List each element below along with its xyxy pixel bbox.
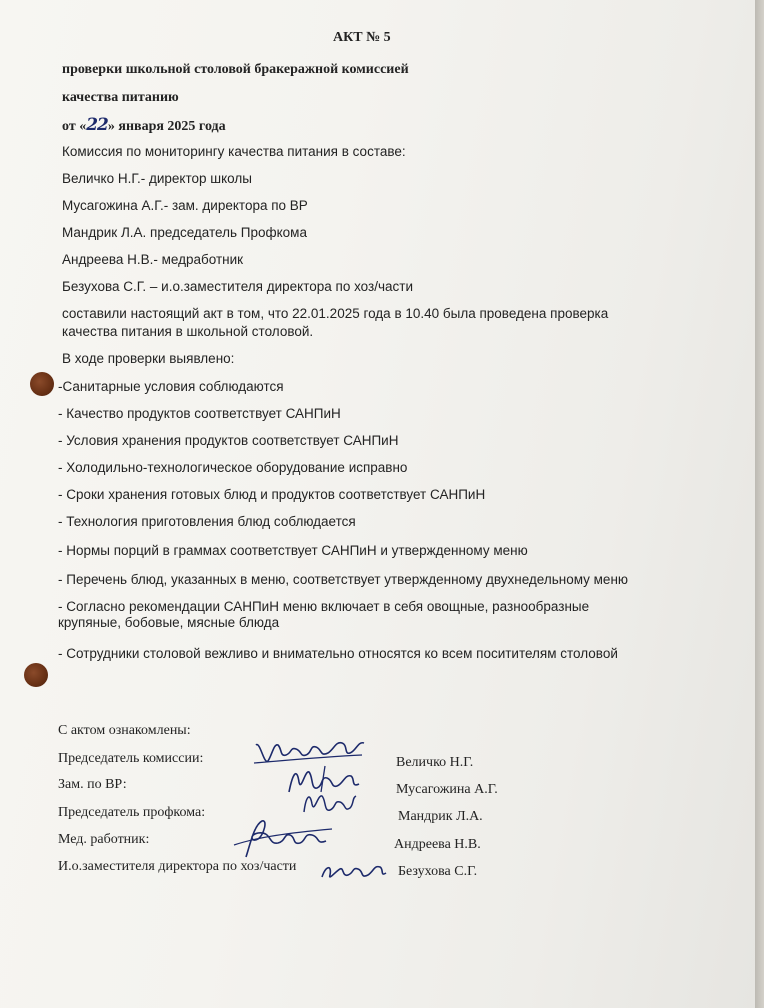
finding-item: - Нормы порций в граммах соответствует САНПиН и утвержденному меню [58,543,528,558]
finding-item-continuation: крупяные, бобовые, мясные блюда [58,615,280,630]
signatory-role: Председатель профкома: [58,805,206,820]
signatory-role: Мед. работник: [58,832,150,847]
member-line: Мусагожина А.Г.- зам. директора по ВР [62,198,308,213]
signature-medical-worker [228,815,338,860]
punch-hole [24,663,48,687]
signatory-role: Председатель комиссии: [58,751,204,766]
finding-item: - Перечень блюд, указанных в меню, соответствует утвержденному двухнедельному меню [58,572,629,587]
signatory-name: Величко Н.Г. [396,755,474,770]
subtitle-line-2: качества питанию [62,90,179,105]
finding-item: - Технология приготовления блюд соблюдается [58,514,356,529]
paper-edge [755,0,764,1008]
member-line: Андреева Н.В.- медработник [62,252,244,267]
act-text-line-1: составили настоящий акт в том, что 22.01.2025 года в 10.40 была проведена проверка [62,306,609,321]
signatory-name: Мандрик Л.А. [398,809,483,824]
signatory-name: Безухова С.Г. [398,864,478,879]
finding-item: - Согласно рекомендации САНПиН меню включает в себя овощные, разнообразные [58,599,590,614]
signatory-role: И.о.заместителя директора по хоз/части [58,859,297,874]
finding-item: - Холодильно-технологическое оборудование исправно [58,460,408,475]
finding-item: -Санитарные условия соблюдаются [58,379,284,394]
findings-intro: В ходе проверки выявлено: [62,351,235,366]
date-day-handwritten: 22 [86,115,108,135]
member-line: Величко Н.Г.- директор школы [62,171,252,186]
acquainted-heading: С актом ознакомлены: [58,723,191,738]
finding-item: - Условия хранения продуктов соответствует САНПиН [58,433,399,448]
commission-intro: Комиссия по мониторингу качества питания в составе: [62,144,406,159]
document-title: АКТ № 5 [333,30,391,45]
finding-item: - Сотрудники столовой вежливо и внимательно относятся ко всем поситителям столовой [58,646,618,661]
date-prefix: от « [62,119,87,134]
signatory-name: Мусагожина А.Г. [396,782,498,797]
finding-item: - Сроки хранения готовых блюд и продуктов соответствует САНПиН [58,487,486,502]
finding-item: - Качество продуктов соответствует САНПиН [58,406,341,421]
member-line: Мандрик Л.А. председатель Профкома [62,225,307,240]
signatory-name: Андреева Н.В. [394,837,481,852]
member-line: Безухова С.Г. – и.о.заместителя директора по хоз/части [62,279,413,294]
document-date [62,117,226,135]
date-suffix: » января 2025 года [107,119,226,134]
signature-deputy-household [318,857,388,885]
signatory-role: Зам. по ВР: [58,777,127,792]
punch-hole [30,372,54,396]
subtitle-line-1: проверки школьной столовой бракеражной комиссией [62,62,409,77]
act-text-line-2: качества питания в школьной столовой. [62,324,314,339]
